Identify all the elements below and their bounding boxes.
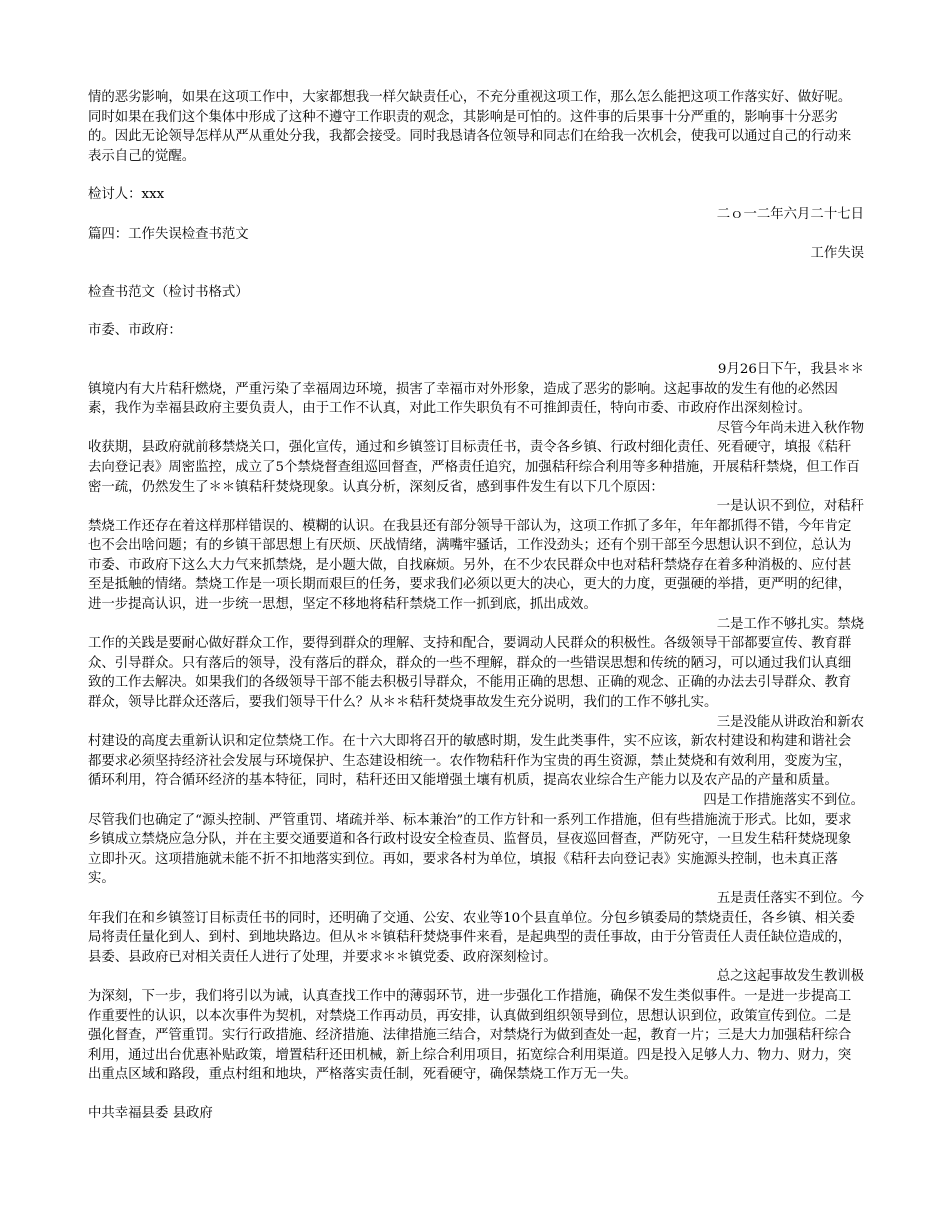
spacer	[88, 166, 864, 185]
spacer	[88, 302, 864, 321]
paragraph-6-body: 尽管我们也确定了“源头控制、严管重罚、堵疏并举、标本兼治”的工作方针和一系列工作措施，但有些措施流于形式。比如，要求乡镇成立禁烧应急分队，并在主要交通要道和各行政村设安全检查员、监督员，昼夜巡回督查，严防死守，一旦发生秸秆焚烧现象立即扑灭。这项措施就未能不折不扣地落实到位。再如，要求各村为单位，填报《秸秆去向登记表》实施源头控制，也未真正落实。	[88, 812, 852, 887]
paragraph-7-body: 年我们在和乡镇签订目标责任书的同时，还明确了交通、公安、农业等10个县直单位。分包乡镇委局的禁烧责任，各乡镇、相关委局将责任量化到人、到村、到地块路边。但从＊＊镇秸秆焚烧事件来看，是起典型的责任事故，由于分管责任人责任缺位造成的，县委、县政府已对相关责任人进行了处理，并要求＊＊镇党委、政府深刻检讨。	[88, 910, 855, 965]
section-right-label: 工作失误	[810, 246, 864, 262]
paragraph-3-head: 一是认识不到位，对秸秆	[716, 499, 864, 515]
paragraph-2-body: 收获期，县政府就前移禁烧关口，强化宣传，通过和乡镇签订目标责任书，责令各乡镇、行政村细化责任、死看硬守，填报《秸秆去向登记表》周密监控，成立了5个禁烧督查组巡回督查，严格责任追究，加强秸秆综合利用等多种措施，开展秸秆禁烧，但工作百密一疏，仍然发生了＊＊镇秸秆焚烧现象。认真分析，深刻反省，感到事件发生有以下几个原因：	[88, 440, 860, 495]
paragraph-4-body: 工作的关践是要耐心做好群众工作，要得到群众的理解、支持和配合，要调动人民群众的积极性。各级领导干部都要宣传、教育群众、引导群众。只有落后的领导，没有落后的群众，群众的一些不理解，群众的一些错误思想和传统的陋习，可以通过我们认真细致的工作去解决。如果我们的各级领导干部不能去积极引导群众，不能用正确的思想、正确的观念、正确的办法去引导群众、教育群众，领导比群众还落后，要我们领导干什么？从＊＊秸秆焚烧事故发生充分说明，我们的工作不够扎实。	[88, 636, 852, 711]
paragraph-6-head: 四是工作措施落实不到位。	[703, 793, 864, 808]
intro-paragraph: 情的恶劣影响，如果在这项工作中，大家都想我一样欠缺责任心，不充分重视这项工作，那么怎么能把这项工作落实好、做好呢。同时如果在我们这个集体中形成了这种不遵守工作职责的观念，其影响是可怕的。这件事的后果事十分严重的，影响事十分恶劣的。因此无论领导怎样从严从重处分我，我都会接受。同时我恳请各位领导和同志们在给我一次机会，使我可以通过自己的行动来表示自己的觉醒。	[88, 90, 852, 164]
paragraph-8-body: 为深刻，下一步，我们将引以为诫，认真查找工作中的薄弱环节，进一步强化工作措施，确保不发生类似事件。一是进一步提高工作重要性的认识，以本次事件为契机，对禁烧工作再动员，再安排，认真做到组织领导到位，思想认识到位，政策宣传到位。二是强化督查，严管重罚。实行行政措施、经济措施、法律措施三结合，对禁烧行为做到查处一起，教育一片；三是大力加强秸秆综合利用，通过出台优惠补贴政策，增置秸秆还田机械，新上综合利用项目，拓宽综合利用渠道。四是投入足够人力、物力、财力，突出重点区域和路段，重点村组和地块，严格落实责任制，死看硬守，确保禁烧工作万无一失。	[88, 988, 852, 1083]
paragraph-4-head: 二是工作不够扎实。禁烧	[716, 616, 864, 632]
spacer	[88, 341, 864, 360]
spacer	[88, 1085, 864, 1104]
paragraph-8-head: 总之这起事故发生教训极	[716, 969, 864, 985]
paragraph-1-body: 镇境内有大片秸秆燃烧，严重污染了幸福周边环境，损害了幸福市对外形象，造成了恶劣的影响。这起事故的发生有他的必然因素，我作为幸福县政府主要负责人，由于工作不认真，对此工作失职负有不可推卸责任，特向市委、市政府作出深刻检讨。	[88, 381, 838, 417]
document-subtitle: 检查书范文（检讨书格式）	[88, 284, 249, 300]
document-page	[88, 88, 864, 1124]
paragraph-5-head: 三是没能从讲政治和新农	[716, 714, 864, 730]
salutation: 市委、市政府：	[88, 323, 182, 339]
section-title: 篇四：工作失误检查书范文	[88, 226, 249, 242]
spacer	[88, 264, 864, 283]
date-line: 二ｏ一二年六月二十七日	[716, 206, 864, 222]
paragraph-7-head: 五是责任落实不到位。今	[716, 890, 864, 906]
signer-line: 检讨人：xxx	[88, 187, 165, 203]
closing-organization: 中共幸福县委 县政府	[88, 1105, 213, 1121]
paragraph-1-head: 9月26日下午，我县＊＊	[717, 361, 864, 377]
paragraph-5-body: 村建设的高度去重新认识和定位禁烧工作。在十六大即将召开的敏感时期，发生此类事件，实不应该，新农村建设和构建和谐社会都要求必须坚持经济社会发展与环境保护、生态建设相统一。农作物秸秆作为宝贵的再生资源，禁止焚烧和有效利用，变废为宝，循环利用，符合循环经济的基本特征，同时，秸秆还田又能增强土壤有机质，提高农业综合生产能力以及农产品的产量和质量。	[88, 734, 852, 789]
paragraph-3-body: 禁烧工作还存在着这样那样错误的、模糊的认识。在我县还有部分领导干部认为，这项工作抓了多年，年年都抓得不错，今年肯定也不会出啥问题；有的乡镇干部思想上有厌烦、厌战情绪，满嘴牢骚话，工作没劲头；还有个别干部至今思想认识不到位，总认为市委、市政府下这么大力气来抓禁烧，是小题大做，自找麻烦。另外，在不少农民群众中也对秸秆禁烧存在着多种消极的、应付甚至是抵触的情绪。禁烧工作是一项长期而艰巨的任务，要求我们必须以更大的决心，更大的力度，更强硬的举措，更严明的纪律，进一步提高认识，进一步统一思想，坚定不移地将秸秆禁烧工作一抓到底，抓出成效。	[88, 518, 852, 613]
paragraph-2-head: 尽管今年尚未进入秋作物	[716, 420, 864, 436]
